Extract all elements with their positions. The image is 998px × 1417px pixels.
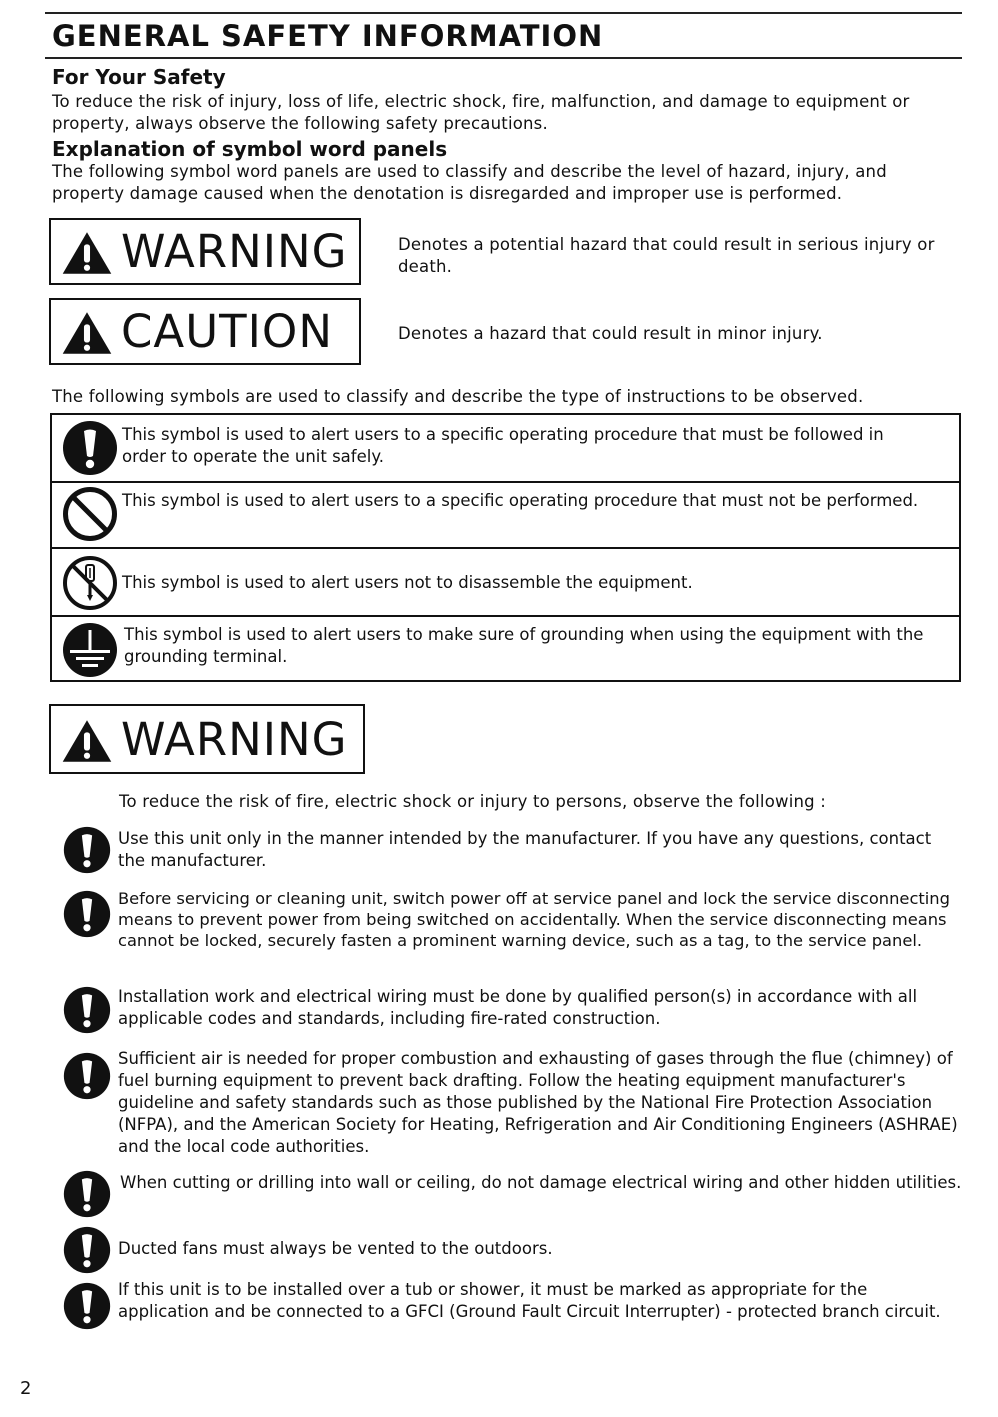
symbol-mandatory-text: This symbol is used to alert users to a specific operating procedure that must be followed in order to operate the unit safely.: [122, 425, 884, 466]
symbol-ground-text: This symbol is used to alert users to make sure of grounding when using the equipment with the grounding terminal.: [124, 625, 924, 666]
warning-item: When cutting or drilling into wall or ceiling, do not damage electrical wiring and other hidden utilities.: [120, 1173, 962, 1192]
symbols-intro: The following symbols are used to classify and describe the type of instructions to be observed.: [52, 387, 864, 406]
symbol-no-disassembly-text: This symbol is used to alert users not to disassemble the equipment.: [122, 573, 693, 592]
symbol-row-no-disassembly: [52, 547, 959, 617]
symbol-row-mandatory: [52, 415, 959, 481]
caution-panel: [49, 298, 361, 365]
prohibited-icon: [62, 486, 118, 542]
title-rule: [45, 57, 962, 59]
symbol-prohibited-text: This symbol is used to alert users to a specific operating procedure that must not be performed.: [122, 491, 919, 510]
alert-triangle-icon: [61, 310, 113, 356]
mandatory-icon: [62, 420, 118, 476]
page-title: GENERAL SAFETY INFORMATION: [52, 19, 604, 53]
warning-intro: To reduce the risk of fire, electric shock or injury to persons, observe the following :: [119, 792, 827, 811]
alert-triangle-icon: [61, 718, 113, 764]
mandatory-icon: [63, 1052, 111, 1100]
warning-panel: [49, 218, 361, 285]
caution-description: Denotes a hazard that could result in minor injury.: [398, 324, 823, 343]
warning-section-word: WARNING: [121, 713, 348, 766]
mandatory-icon: [63, 826, 111, 874]
no-disassembly-icon: [62, 555, 118, 611]
explanation-text: The following symbol word panels are used to classify and describe the level of hazard, injury, and property damage caused when the denotation is disregarded and improper use is performed.: [52, 162, 887, 203]
mandatory-icon: [63, 986, 111, 1034]
warning-item: Installation work and electrical wiring must be done by qualified person(s) in accordance with all applicable codes and standards, including fire-rated construction.: [118, 987, 918, 1028]
top-rule: [45, 12, 962, 14]
mandatory-icon: [63, 890, 111, 938]
for-your-safety-heading: For Your Safety: [52, 65, 226, 89]
mandatory-icon: [63, 1282, 111, 1330]
caution-word: CAUTION: [121, 305, 333, 358]
warning-description: Denotes a potential hazard that could result in serious injury or death.: [398, 235, 935, 276]
warning-word: WARNING: [121, 225, 348, 278]
symbol-row-prohibited: [52, 481, 959, 547]
warning-section-panel: [49, 704, 365, 774]
explanation-heading: Explanation of symbol word panels: [52, 137, 448, 161]
page-number: 2: [20, 1378, 32, 1399]
warning-item: Sufficient air is needed for proper combustion and exhausting of gases through the flue (chimney) of fuel burning equipment to prevent back drafting. Follow the heating equipment manufacturer's guideline and safety standards such as those published by the National Fire Protection Association (NFPA), and the American Society for Heating, Refrigeration and Air Conditioning Engineers (ASHRAE) and the local code authorities.: [118, 1049, 958, 1156]
warning-item: Ducted fans must always be vented to the outdoors.: [118, 1239, 553, 1258]
mandatory-icon: [63, 1226, 111, 1274]
symbol-row-ground: [52, 615, 959, 682]
mandatory-icon: [63, 1170, 111, 1218]
for-your-safety-text: To reduce the risk of injury, loss of life, electric shock, fire, malfunction, and damage to equipment or property, always observe the following safety precautions.: [52, 92, 910, 133]
warning-item: Before servicing or cleaning unit, switch power off at service panel and lock the service disconnecting means to prevent power from being switched on accidentally. When the service disconnecting means cannot be locked, securely fasten a prominent warning device, such as a tag, to the service panel.: [118, 889, 950, 950]
warning-item: If this unit is to be installed over a tub or shower, it must be marked as appropriate for the application and be connected to a GFCI (Ground Fault Circuit Interrupter) - protected branch circuit.: [118, 1280, 941, 1321]
warning-item: Use this unit only in the manner intended by the manufacturer. If you have any questions, contact the manufacturer.: [118, 829, 932, 870]
alert-triangle-icon: [61, 230, 113, 276]
symbol-table: [50, 413, 961, 682]
ground-icon: [62, 622, 118, 678]
